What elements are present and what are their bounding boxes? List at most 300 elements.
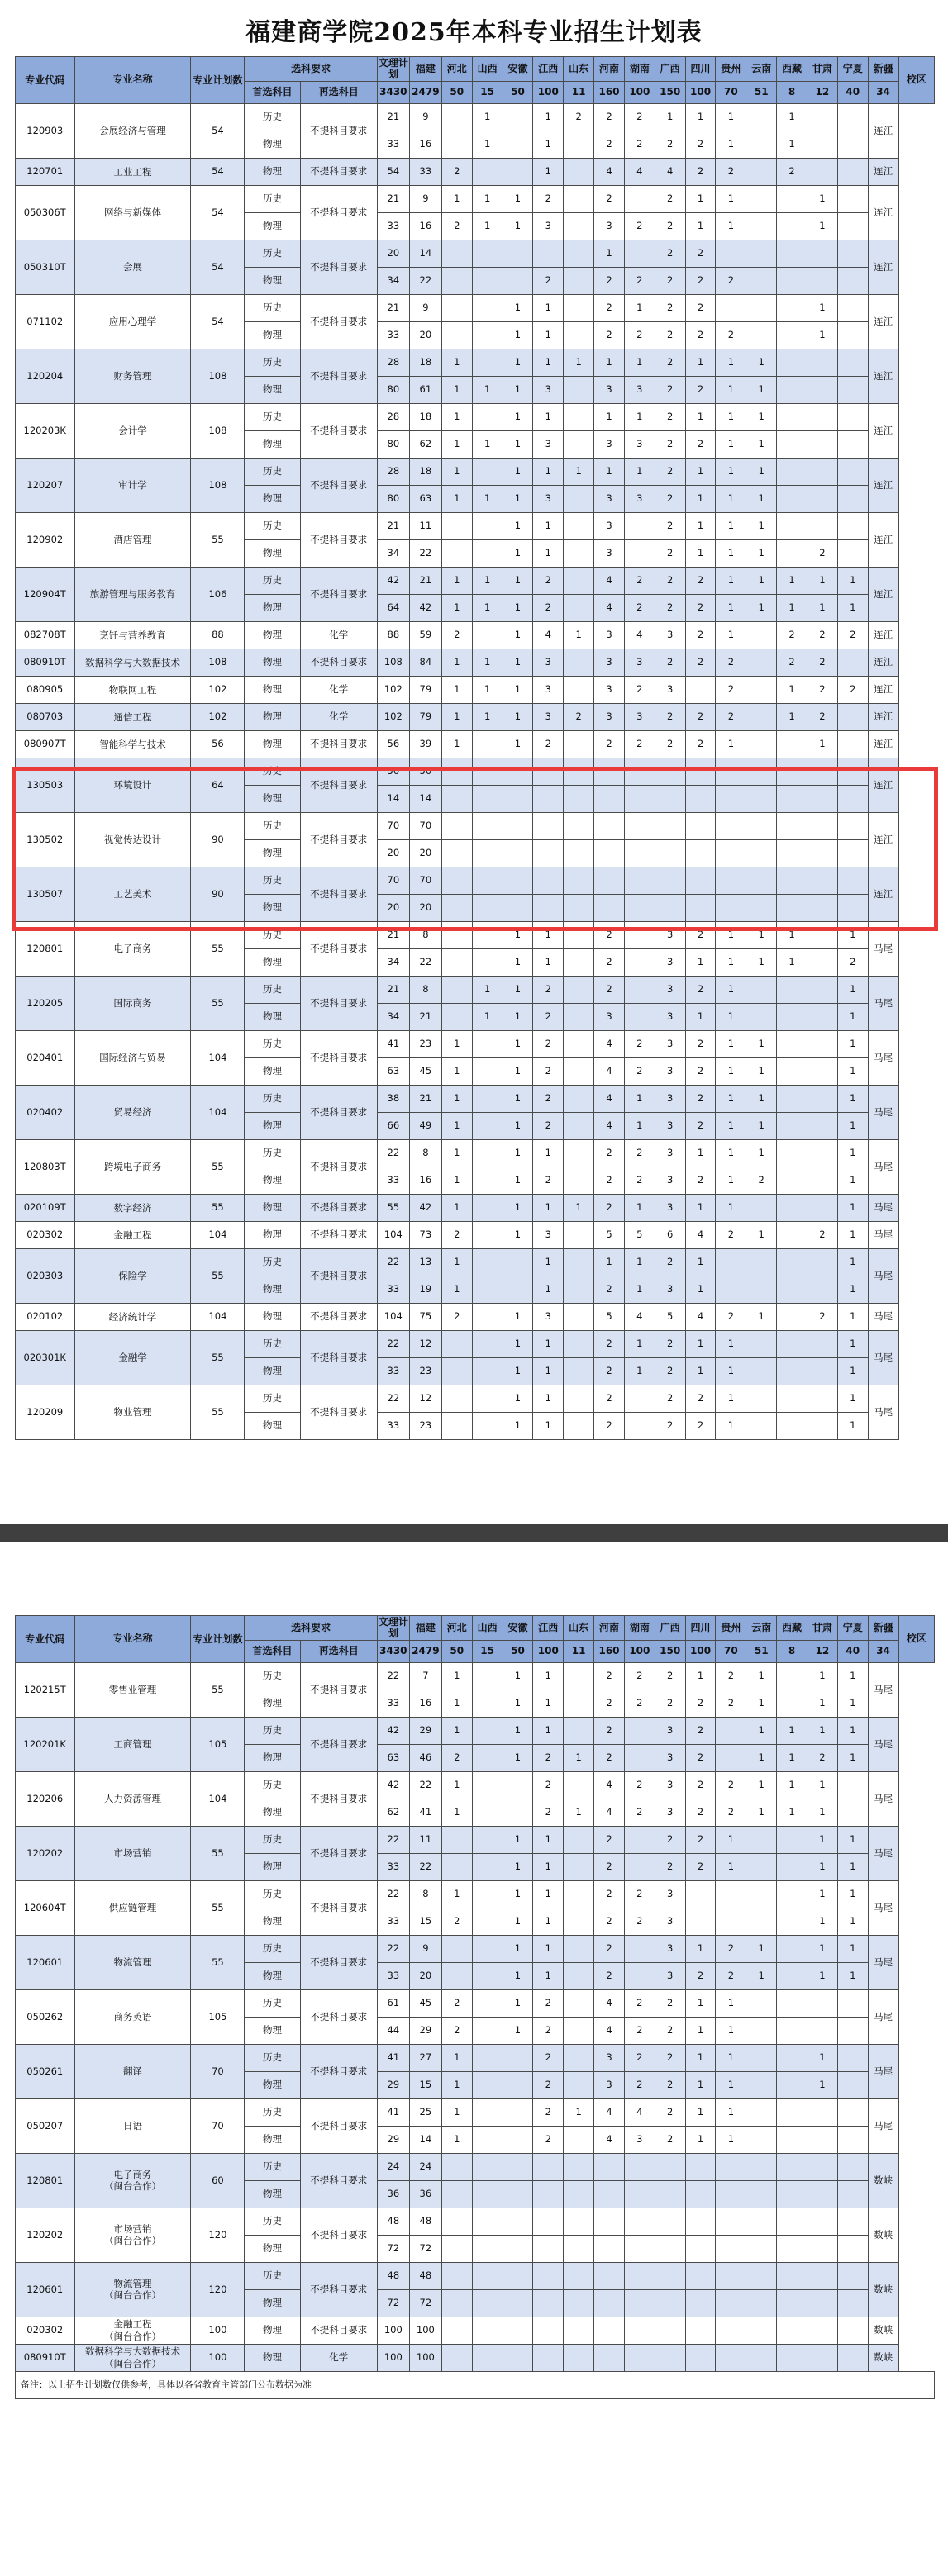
- quota-cell: [594, 867, 625, 894]
- quota-cell: 2: [685, 158, 716, 185]
- second-subject: 不提科目要求: [300, 1880, 377, 1935]
- quota-cell: [472, 1085, 503, 1112]
- quota-cell: 1: [837, 1194, 868, 1221]
- quota-cell: 2: [807, 621, 837, 649]
- quota-cell: 2: [655, 1412, 685, 1439]
- quota-cell: [837, 2262, 868, 2289]
- quota-cell: 44: [377, 2017, 409, 2044]
- table-row: [16, 349, 935, 376]
- major-name: 商务英语: [74, 1989, 191, 2044]
- header-total: 100: [533, 81, 564, 103]
- quota-cell: 2: [807, 703, 837, 730]
- quota-cell: [837, 2317, 868, 2344]
- quota-cell: 1: [503, 458, 533, 485]
- quota-cell: 2: [655, 567, 685, 594]
- quota-cell: [655, 2289, 685, 2317]
- quota-cell: 1: [837, 1744, 868, 1771]
- quota-cell: [807, 458, 837, 485]
- quota-cell: 3: [533, 485, 564, 512]
- quota-cell: 1: [533, 403, 564, 430]
- quota-cell: 1: [777, 567, 807, 594]
- quota-cell: [594, 785, 625, 812]
- quota-cell: 1: [503, 1303, 533, 1330]
- quota-cell: [472, 1717, 503, 1744]
- quota-cell: 4: [594, 1085, 625, 1112]
- quota-cell: [807, 103, 837, 131]
- quota-cell: 1: [716, 1385, 746, 1412]
- quota-cell: 1: [503, 1030, 533, 1057]
- first-subject: 历史: [245, 240, 300, 267]
- quota-cell: [441, 2344, 472, 2371]
- second-subject: 不提科目要求: [300, 1139, 377, 1194]
- first-subject: 历史: [245, 2044, 300, 2071]
- quota-cell: [777, 1880, 807, 1908]
- quota-cell: [807, 1989, 837, 2017]
- quota-cell: [564, 812, 594, 839]
- quota-cell: 3: [655, 1057, 685, 1085]
- table-row: [16, 103, 935, 131]
- second-subject: 不提科目要求: [300, 2262, 377, 2317]
- quota-cell: 3: [594, 376, 625, 403]
- header-province: 四川: [685, 1616, 716, 1641]
- quota-cell: [807, 2344, 837, 2371]
- quota-cell: [564, 2017, 594, 2044]
- quota-cell: [564, 1248, 594, 1276]
- quota-cell: 48: [409, 2262, 441, 2289]
- quota-cell: [777, 458, 807, 485]
- second-subject: 不提科目要求: [300, 294, 377, 349]
- campus: 马尾: [868, 1662, 898, 1717]
- quota-cell: [655, 758, 685, 785]
- quota-cell: 1: [503, 1412, 533, 1439]
- quota-cell: 75: [409, 1303, 441, 1330]
- quota-cell: 1: [533, 1717, 564, 1744]
- major-name: 金融学: [74, 1330, 191, 1385]
- quota-cell: 1: [503, 1221, 533, 1248]
- quota-cell: 1: [503, 1826, 533, 1853]
- quota-cell: 2: [624, 2071, 655, 2098]
- first-subject: 物理: [245, 2344, 300, 2371]
- quota-cell: [746, 131, 777, 158]
- campus: 连江: [868, 730, 898, 758]
- major-plan: 64: [191, 758, 245, 812]
- major-name: 日语: [74, 2098, 191, 2153]
- quota-cell: 2: [594, 1935, 625, 1962]
- major-name: 人力资源管理: [74, 1771, 191, 1826]
- quota-cell: 1: [807, 2071, 837, 2098]
- header-province: 宁夏: [837, 1616, 868, 1641]
- first-subject: 物理: [245, 1962, 300, 1989]
- quota-cell: 2: [594, 1412, 625, 1439]
- quota-cell: 2: [594, 1662, 625, 1690]
- quota-cell: [777, 485, 807, 512]
- quota-cell: [503, 1276, 533, 1303]
- quota-cell: [503, 2044, 533, 2071]
- header-campus: 校区: [898, 1616, 934, 1663]
- quota-cell: 28: [377, 403, 409, 430]
- second-subject: 不提科目要求: [300, 812, 377, 867]
- quota-cell: 1: [807, 1908, 837, 1935]
- quota-cell: [564, 1962, 594, 1989]
- enrollment-plan-table-part2: [15, 1615, 935, 2399]
- quota-cell: 42: [377, 567, 409, 594]
- quota-cell: [441, 512, 472, 539]
- major-plan: 54: [191, 158, 245, 185]
- quota-cell: 2: [685, 1690, 716, 1717]
- quota-cell: [503, 894, 533, 921]
- quota-cell: 2: [716, 1221, 746, 1248]
- quota-cell: 2: [594, 321, 625, 349]
- quota-cell: [807, 403, 837, 430]
- quota-cell: [807, 921, 837, 948]
- quota-cell: [472, 758, 503, 785]
- quota-cell: 1: [564, 1194, 594, 1221]
- quota-cell: 104: [377, 1303, 409, 1330]
- second-subject: 不提科目要求: [300, 867, 377, 921]
- quota-cell: 1: [503, 430, 533, 458]
- second-subject: 不提科目要求: [300, 1085, 377, 1139]
- first-subject: 物理: [245, 1908, 300, 1935]
- quota-cell: [441, 812, 472, 839]
- quota-cell: [472, 1385, 503, 1412]
- quota-cell: [472, 948, 503, 976]
- quota-cell: 1: [807, 1935, 837, 1962]
- quota-cell: 2: [685, 703, 716, 730]
- quota-cell: 1: [807, 2044, 837, 2071]
- major-name: 金融工程: [74, 1221, 191, 1248]
- quota-cell: 3: [655, 1194, 685, 1221]
- quota-cell: 1: [503, 703, 533, 730]
- quota-cell: [594, 839, 625, 867]
- quota-cell: [472, 1139, 503, 1167]
- quota-cell: [472, 321, 503, 349]
- quota-cell: [624, 839, 655, 867]
- header-total: 11: [564, 81, 594, 103]
- header-total: 100: [685, 81, 716, 103]
- quota-cell: [807, 1167, 837, 1194]
- header-province: 山西: [472, 1616, 503, 1641]
- major-code: 020102: [16, 1303, 75, 1330]
- campus: 马尾: [868, 1139, 898, 1194]
- quota-cell: 2: [685, 430, 716, 458]
- quota-cell: 1: [533, 1276, 564, 1303]
- quota-cell: 2: [624, 321, 655, 349]
- major-name: 物联网工程: [74, 676, 191, 703]
- second-subject: 不提科目要求: [300, 158, 377, 185]
- quota-cell: [777, 1248, 807, 1276]
- quota-cell: 3: [655, 1880, 685, 1908]
- quota-cell: [472, 1880, 503, 1908]
- header-total: 50: [503, 81, 533, 103]
- quota-cell: 4: [594, 2126, 625, 2153]
- quota-cell: [564, 1412, 594, 1439]
- quota-cell: 16: [409, 1690, 441, 1717]
- quota-cell: [837, 703, 868, 730]
- quota-cell: [777, 1853, 807, 1880]
- first-subject: 历史: [245, 1030, 300, 1057]
- quota-cell: 3: [624, 485, 655, 512]
- quota-cell: 3: [655, 621, 685, 649]
- quota-cell: 72: [377, 2289, 409, 2317]
- quota-cell: [472, 921, 503, 948]
- quota-cell: [807, 267, 837, 294]
- quota-cell: 1: [441, 2071, 472, 2098]
- quota-cell: [807, 2126, 837, 2153]
- quota-cell: [807, 1412, 837, 1439]
- quota-cell: [503, 240, 533, 267]
- header-name: 专业名称: [74, 57, 191, 104]
- campus: 连江: [868, 621, 898, 649]
- quota-cell: 2: [441, 212, 472, 240]
- major-plan: 55: [191, 1880, 245, 1935]
- quota-cell: 2: [685, 1057, 716, 1085]
- quota-cell: 1: [716, 2071, 746, 2098]
- quota-cell: 11: [409, 1826, 441, 1853]
- quota-cell: [716, 1276, 746, 1303]
- quota-cell: 2: [594, 1690, 625, 1717]
- quota-cell: [564, 185, 594, 212]
- first-subject: 物理: [245, 1003, 300, 1030]
- quota-cell: [807, 1248, 837, 1276]
- quota-cell: [746, 676, 777, 703]
- major-code: 120209: [16, 1385, 75, 1439]
- quota-cell: [777, 2317, 807, 2344]
- quota-cell: [564, 1989, 594, 2017]
- table-row: [16, 2044, 935, 2071]
- quota-cell: [472, 1276, 503, 1303]
- campus: 连江: [868, 512, 898, 567]
- first-subject: 物理: [245, 785, 300, 812]
- quota-cell: [716, 758, 746, 785]
- quota-cell: [564, 2289, 594, 2317]
- quota-cell: 1: [472, 185, 503, 212]
- quota-cell: [564, 1303, 594, 1330]
- quota-cell: 2: [655, 1330, 685, 1357]
- quota-cell: 2: [594, 921, 625, 948]
- header-province: 四川: [685, 57, 716, 82]
- quota-cell: 1: [746, 921, 777, 948]
- quota-cell: 72: [377, 2235, 409, 2262]
- quota-cell: [564, 2235, 594, 2262]
- major-plan: 102: [191, 676, 245, 703]
- major-code: 020302: [16, 1221, 75, 1248]
- major-name: 金融工程 （闽台合作）: [74, 2317, 191, 2344]
- major-name: 电子商务: [74, 921, 191, 976]
- major-code: 050310T: [16, 240, 75, 294]
- quota-cell: [624, 921, 655, 948]
- quota-cell: 2: [624, 131, 655, 158]
- quota-cell: [716, 1908, 746, 1935]
- header-total: 100: [685, 1640, 716, 1662]
- quota-cell: [777, 2017, 807, 2044]
- quota-cell: 63: [377, 1057, 409, 1085]
- quota-cell: [837, 730, 868, 758]
- campus: 马尾: [868, 921, 898, 976]
- quota-cell: [777, 894, 807, 921]
- quota-cell: [685, 2180, 716, 2208]
- table-row: [16, 921, 935, 948]
- quota-cell: 2: [655, 294, 685, 321]
- quota-cell: [594, 758, 625, 785]
- major-name: 酒店管理: [74, 512, 191, 567]
- quota-cell: [503, 2098, 533, 2126]
- quota-cell: 1: [503, 976, 533, 1003]
- quota-cell: 3: [655, 676, 685, 703]
- quota-cell: 2: [716, 267, 746, 294]
- quota-cell: 1: [441, 676, 472, 703]
- quota-cell: 1: [716, 1989, 746, 2017]
- quota-cell: 1: [533, 921, 564, 948]
- quota-cell: [746, 1357, 777, 1385]
- quota-cell: 2: [594, 1908, 625, 1935]
- quota-cell: [837, 458, 868, 485]
- quota-cell: 2: [441, 2017, 472, 2044]
- first-subject: 物理: [245, 894, 300, 921]
- quota-cell: [441, 2317, 472, 2344]
- first-subject: 物理: [245, 267, 300, 294]
- quota-cell: [746, 2262, 777, 2289]
- campus: 马尾: [868, 1880, 898, 1935]
- quota-cell: [624, 1826, 655, 1853]
- header-province: 山西: [472, 57, 503, 82]
- quota-cell: [777, 758, 807, 785]
- quota-cell: 1: [716, 539, 746, 567]
- second-subject: 不提科目要求: [300, 2098, 377, 2153]
- quota-cell: [533, 785, 564, 812]
- quota-cell: 2: [655, 131, 685, 158]
- quota-cell: 21: [377, 185, 409, 212]
- quota-cell: 20: [409, 839, 441, 867]
- header-province: 河南: [594, 1616, 625, 1641]
- quota-cell: [837, 240, 868, 267]
- first-subject: 物理: [245, 1744, 300, 1771]
- major-code: 020303: [16, 1248, 75, 1303]
- quota-cell: 70: [409, 867, 441, 894]
- major-plan: 104: [191, 1221, 245, 1248]
- first-subject: 历史: [245, 1385, 300, 1412]
- header-province: 宁夏: [837, 57, 868, 82]
- quota-cell: [624, 512, 655, 539]
- quota-cell: 3: [594, 485, 625, 512]
- quota-cell: [807, 2262, 837, 2289]
- quota-cell: [472, 1057, 503, 1085]
- quota-cell: 46: [409, 1744, 441, 1771]
- quota-cell: 1: [503, 1112, 533, 1139]
- header-wenli: 文理计划: [378, 57, 408, 81]
- quota-cell: 2: [594, 1357, 625, 1385]
- header-total: 100: [624, 1640, 655, 1662]
- major-plan: 100: [191, 2344, 245, 2371]
- quota-cell: [564, 1030, 594, 1057]
- quota-cell: 3: [655, 1771, 685, 1799]
- first-subject: 物理: [245, 1057, 300, 1085]
- quota-cell: [564, 512, 594, 539]
- quota-cell: 1: [746, 403, 777, 430]
- quota-cell: [655, 2344, 685, 2371]
- second-subject: 不提科目要求: [300, 1989, 377, 2044]
- quota-cell: 21: [377, 294, 409, 321]
- quota-cell: [807, 158, 837, 185]
- quota-cell: [472, 2317, 503, 2344]
- first-subject: 历史: [245, 1085, 300, 1112]
- quota-cell: 1: [503, 512, 533, 539]
- quota-cell: [503, 2262, 533, 2289]
- header-first-subject: 首选科目: [245, 81, 300, 103]
- quota-cell: [807, 240, 837, 267]
- quota-cell: [746, 2044, 777, 2071]
- quota-cell: 22: [377, 1385, 409, 1412]
- quota-cell: 22: [377, 1880, 409, 1908]
- quota-cell: 4: [685, 1303, 716, 1330]
- quota-cell: [472, 2071, 503, 2098]
- quota-cell: [472, 1771, 503, 1799]
- header-total: 150: [655, 81, 685, 103]
- quota-cell: [837, 649, 868, 676]
- quota-cell: [807, 976, 837, 1003]
- quota-cell: 1: [533, 1935, 564, 1962]
- quota-cell: [472, 2098, 503, 2126]
- quota-cell: 2: [655, 240, 685, 267]
- quota-cell: 20: [377, 839, 409, 867]
- quota-cell: 1: [746, 430, 777, 458]
- campus: 连江: [868, 403, 898, 458]
- quota-cell: [624, 2317, 655, 2344]
- major-code: 050306T: [16, 185, 75, 240]
- quota-cell: 1: [685, 539, 716, 567]
- header-total: 50: [441, 81, 472, 103]
- quota-cell: 14: [409, 240, 441, 267]
- quota-cell: 1: [837, 1880, 868, 1908]
- quota-cell: 2: [594, 1744, 625, 1771]
- quota-cell: [837, 867, 868, 894]
- first-subject: 物理: [245, 158, 300, 185]
- quota-cell: 1: [716, 1853, 746, 1880]
- major-name: 翻译: [74, 2044, 191, 2098]
- second-subject: 不提科目要求: [300, 1662, 377, 1717]
- quota-cell: [837, 2071, 868, 2098]
- quota-cell: 1: [533, 1962, 564, 1989]
- quota-cell: 102: [377, 703, 409, 730]
- quota-cell: 1: [777, 594, 807, 621]
- quota-cell: 2: [624, 103, 655, 131]
- first-subject: 物理: [245, 839, 300, 867]
- quota-cell: 1: [746, 1112, 777, 1139]
- quota-cell: 33: [377, 212, 409, 240]
- quota-cell: 1: [685, 403, 716, 430]
- quota-cell: [837, 1771, 868, 1799]
- quota-cell: [503, 812, 533, 839]
- first-subject: 物理: [245, 1853, 300, 1880]
- quota-cell: 2: [624, 1989, 655, 2017]
- quota-cell: 2: [685, 1385, 716, 1412]
- quota-cell: 5: [655, 1303, 685, 1330]
- quota-cell: 12: [409, 1385, 441, 1412]
- second-subject: 不提科目要求: [300, 567, 377, 621]
- first-subject: 物理: [245, 594, 300, 621]
- quota-cell: [777, 1662, 807, 1690]
- quota-cell: 34: [377, 948, 409, 976]
- quota-cell: 2: [594, 1194, 625, 1221]
- second-subject: 不提科目要求: [300, 649, 377, 676]
- quota-cell: 1: [503, 1357, 533, 1385]
- quota-cell: [533, 812, 564, 839]
- quota-cell: 1: [503, 1853, 533, 1880]
- table-row: [16, 403, 935, 430]
- quota-cell: 1: [533, 1248, 564, 1276]
- table-row: [16, 1826, 935, 1853]
- quota-cell: [472, 1303, 503, 1330]
- quota-cell: [533, 2317, 564, 2344]
